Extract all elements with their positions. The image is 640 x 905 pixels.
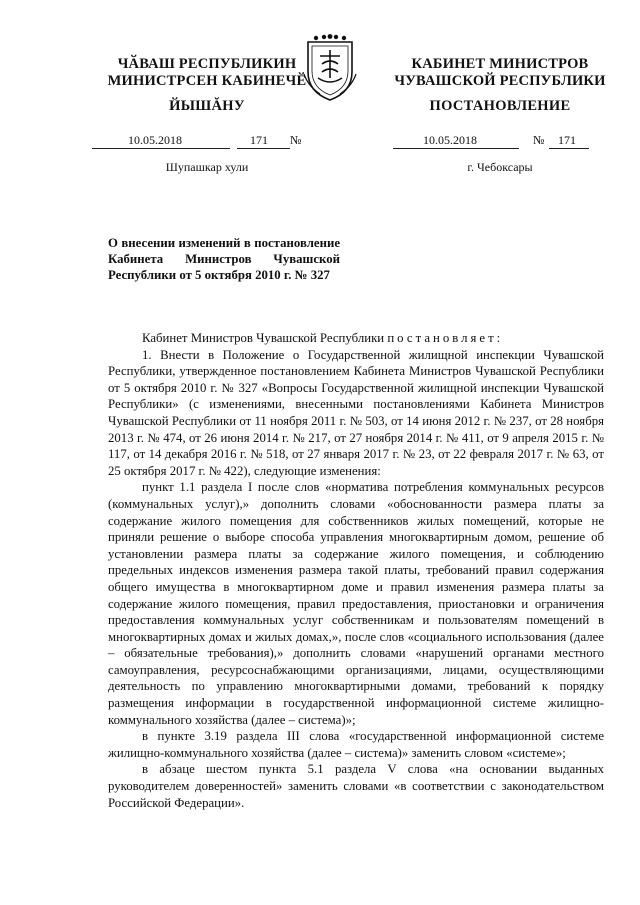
document-subject: О внесении изменений в постановление Кабинета Министров Чувашской Республики от 5 октября 2010 г. № 327 [108,236,340,282]
intro-resolves: постановляет: [387,331,504,345]
place-left: Шупашкар хули [165,160,249,174]
date-right: 10.05.2018 [423,133,477,147]
date-left: 10.05.2018 [128,133,182,147]
number-sign-left: № [290,133,302,147]
paragraph-4: в абзаце шестом пункта 5.1 раздела V слова «на основании выданных руководителем доверенностей» заменить словами «в соответствии с законодательством Российской Федерации». [108,762,604,810]
date-underline-right [393,148,519,149]
header-left-line2: МИНИСТРСЕН КАБИНЕЧӖ [107,73,307,89]
header-right-line2: ЧУВАШСКОЙ РЕСПУБЛИКИ [394,73,606,89]
header-right-line1: КАБИНЕТ МИНИСТРОВ [411,56,589,72]
intro-prefix: Кабинет Министров Чувашской Республики [142,331,388,345]
number-right: 171 [558,133,576,147]
document-body [108,330,604,811]
header-right-authority [380,56,620,90]
paragraph-2: пункт 1.1 раздела I после слов «норматива потребления коммунальных ресурсов (коммунальных услуг),» дополнить словами «обоснованности размера платы за содержание жилого помещения для собственников жилых помещений, которые не приняли решение о выборе способа управления многоквартирным домом, решение об установлении размера платы за содержание жилого помещения, и соблюдению предельных индексов изменения размера такой платы, требований правил содержания общего имущества в многоквартирном доме и правил изменения размера платы за содержание жилого помещения, правил предоставления, приостановки и ограничения предоставления коммунальных услуг собственникам и пользователям помещений в многоквартирных домах и жилых домах,», после слов «социального использования (далее – обязательные требования),» дополнить словами «нарушений органами местного самоуправления, ресурсоснабжающими организациями, лицами, осуществляющими деятельность по управлению многоквартирными домами, требований к порядку размещения информации в государственной информационной системе жилищно-коммунального хозяйства (далее – система)»; [108,480,604,727]
dateline-right [393,133,593,149]
chuvash-emblem-icon [300,34,360,102]
number-left: 171 [250,133,268,147]
place-right: г. Чебоксары [467,160,533,174]
doc-type-right: ПОСТАНОВЛЕНИЕ [429,98,571,114]
number-sign-right: № [533,133,545,147]
paragraph-1: 1. Внести в Положение о Государственной жилищной инспекции Чувашской Республики, утвержденное постановлением Кабинета Министров Чувашской Республики от 5 октября 2010 г. № 327 «Вопросы Государственной жилищной инспекции Чувашской Республики» (с изменениями, внесенными постановлениями Кабинета Министров Чувашской Республики от 11 ноября 2011 г. № 503, от 14 июня 2012 г. № 237, от 28 ноября 2013 г. № 474, от 26 июня 2014 г. № 217, от 27 ноября 2014 г. № 411, от 9 апреля 2015 г. № 117, от 14 декабря 2016 г. № 518, от 27 января 2017 г. № 23, от 22 февраля 2017 г. № 63, от 25 октября 2017 г. № 422), следующие изменения: [108,347,604,478]
header-left-line1: ЧӐВАШ РЕСПУБЛИКИН [117,56,297,72]
paragraph-3: в пункте 3.19 раздела III слова «государственной информационной системе жилищно-коммунального хозяйства (далее – система)» заменить словом «системе»; [108,729,604,760]
number-underline-right [549,148,589,149]
intro-paragraph [108,330,604,347]
dateline-left [92,133,332,149]
number-underline-left [237,148,290,149]
date-underline-left [92,148,230,149]
header-left-authority [92,56,322,90]
doc-type-left: ЙЫШĂНУ [169,98,245,114]
